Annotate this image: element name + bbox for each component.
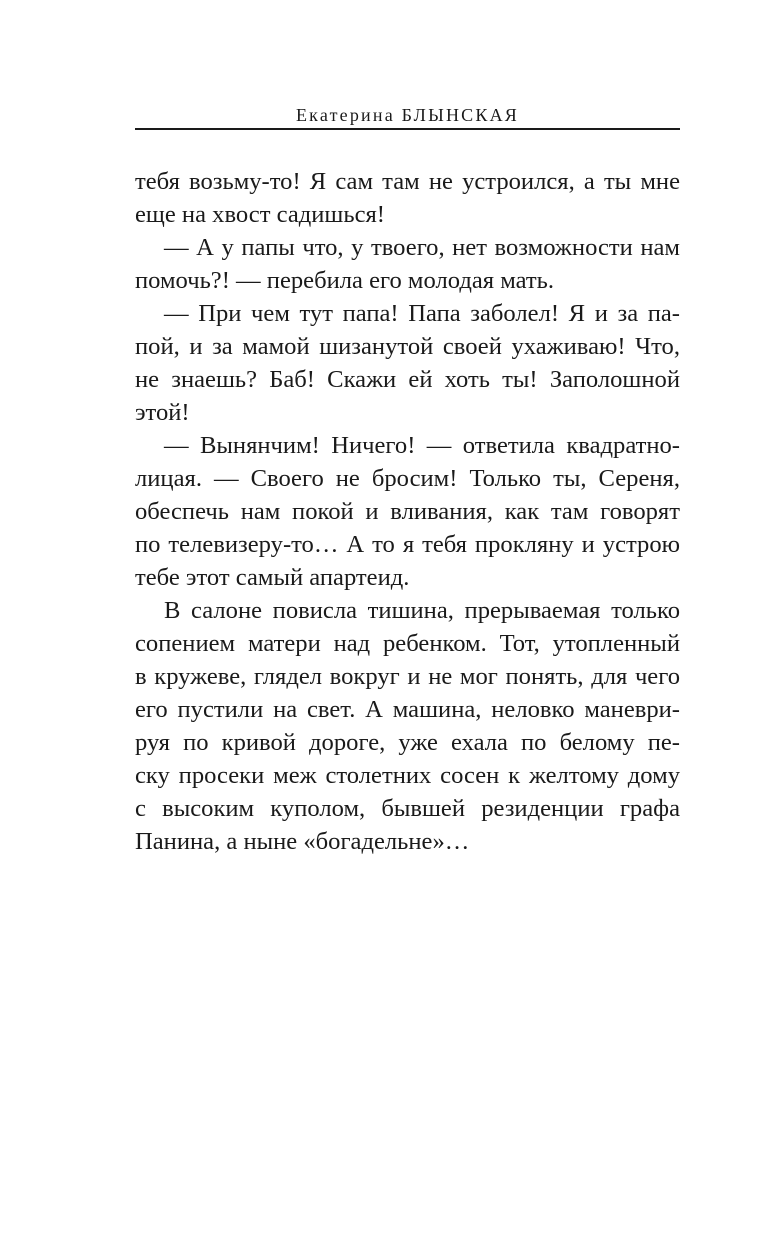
text-line: ску просеки меж столетних сосен к желтому дому — [135, 762, 680, 789]
text-line: сопением матери над ребенком. Тот, утопленный — [135, 630, 680, 657]
author-first-name: Екатерина — [295, 105, 395, 125]
text-line: по телевизеру-то… А то я тебя прокляну и устрою — [135, 531, 680, 558]
page-body — [135, 165, 680, 858]
text-line: этой! — [135, 399, 190, 426]
text-line: помочь?! — перебила его молодая мать. — [135, 267, 555, 294]
text-line: руя по кривой дороге, уже ехала по белому пе- — [135, 729, 680, 756]
text-line: — Вынянчим! Ничего! — ответила квадратно- — [164, 432, 680, 459]
text-line: его пустили на свет. А машина, неловко маневри- — [135, 696, 680, 723]
text-line: — А у папы что, у твоего, нет возможности нам — [164, 234, 680, 261]
running-header — [135, 102, 680, 130]
text-line: — При чем тут папа! Папа заболел! Я и за па- — [164, 300, 680, 327]
text-line: в кружеве, глядел вокруг и не мог понять, для чего — [135, 663, 680, 690]
text-line: пой, и за мамой шизанутой своей ухаживаю! Что, — [135, 333, 680, 360]
text-line: не знаешь? Баб! Скажи ей хоть ты! Заполошной — [135, 366, 680, 393]
text-line: тебе этот самый апартеид. — [135, 564, 410, 591]
text-line: с высоким куполом, бывшей резиденции графа — [135, 795, 680, 822]
text-line: тебя возьму-то! Я сам там не устроился, а ты мне — [135, 168, 680, 195]
text-line: обеспечь нам покой и вливания, как там говорят — [135, 498, 680, 525]
text-line: лицая. — Своего не бросим! Только ты, Сереня, — [135, 465, 680, 492]
text-line: Панина, а ныне «богадельне»… — [135, 828, 470, 855]
text-line: В салоне повисла тишина, прерываемая только — [164, 597, 680, 624]
text-line: еще на хвост садишься! — [135, 201, 385, 228]
author-last-name: БЛЫНСКАЯ — [401, 105, 520, 125]
